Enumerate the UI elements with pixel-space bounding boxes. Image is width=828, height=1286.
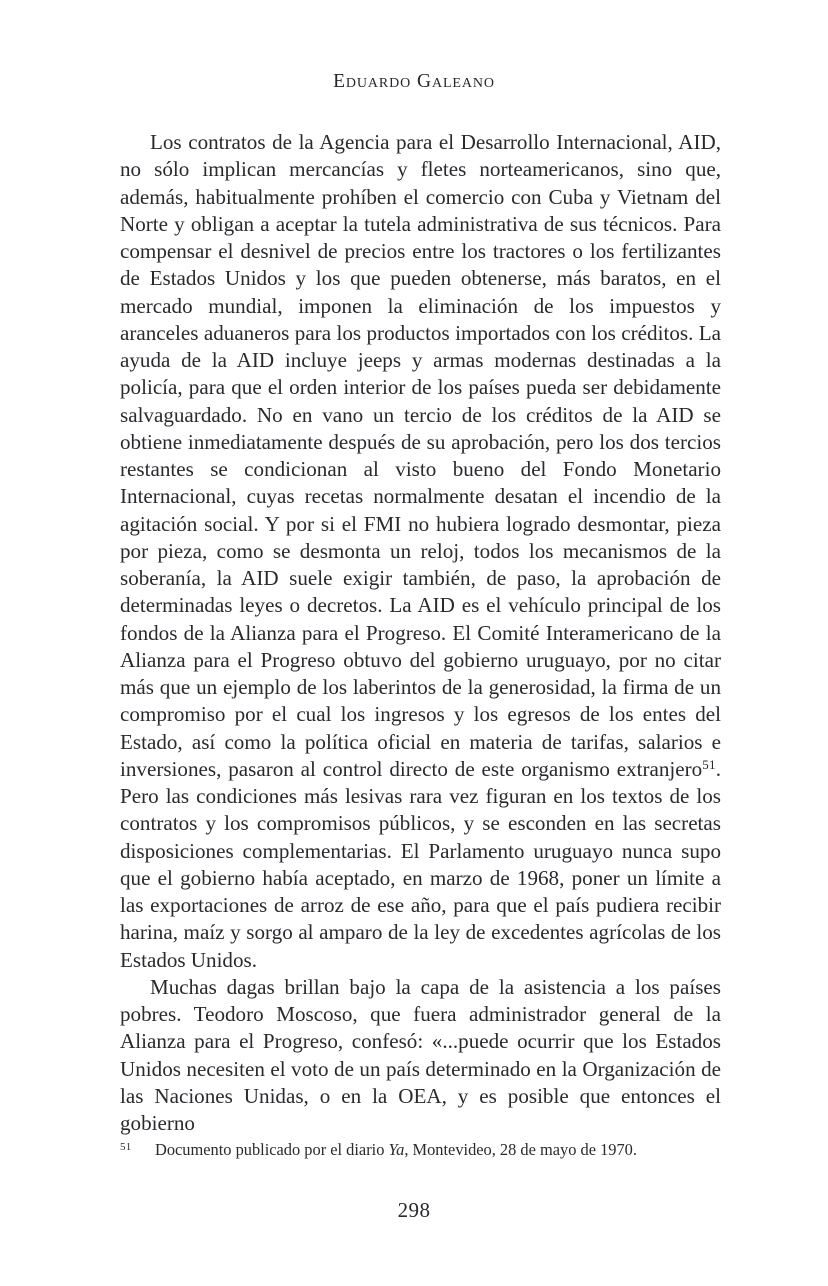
footnote-reference-51[interactable]: 51 <box>702 756 716 772</box>
page-number: 298 <box>397 1198 431 1222</box>
body-text-column <box>120 129 721 1137</box>
body-paragraph-2 <box>120 974 721 1138</box>
footnote-text-after-italic: , Montevideo, 28 de mayo de 1970. <box>404 1140 637 1159</box>
body-paragraph-1 <box>120 129 721 974</box>
footnote-area <box>120 1139 721 1161</box>
footnote-source-title: Ya <box>388 1140 405 1159</box>
footnote-51 <box>120 1139 721 1161</box>
footnote-marker: 51 <box>120 1141 132 1153</box>
paragraph-1-text-before-footnote: Los contratos de la Agencia para el Desarrollo Internacional, AID, no sólo implican mercancías y fletes norteamericanos, sino que, además, habitualmente prohíben el comercio con Cuba y Vietnam del Norte y obligan a aceptar la tutela administrativa de sus técnicos. Para compensar el desnivel de precios entre los tractores o los fertilizantes de Estados Unidos y los que pueden obtenerse, más baratos, en el mercado mundial, imponen la eliminación de los impuestos y aranceles aduaneros para los productos importados con los créditos. La ayuda de la AID incluye jeeps y armas modernas destinadas a la policía, para que el orden interior de los países pueda ser debidamente salvaguardado. No en vano un tercio de los créditos de la AID se obtiene inmediatamente después de su aprobación, pero los dos tercios restantes se condicionan al visto bueno del Fondo Monetario Internacional, cuyas recetas normalmente desatan el incendio de la agitación social. Y por si el FMI no hubiera logrado desmontar, pieza por pieza, como se desmonta un reloj, todos los mecanismos de la soberanía, la AID suele exigir también, de paso, la aprobación de determinadas leyes o decretos. La AID es el vehículo principal de los fondos de la Alianza para el Progreso. El Comité Interamericano de la Alianza para el Progreso obtuvo del gobierno uruguayo, por no citar más que un ejemplo de los laberintos de la generosidad, la firma de un compromiso por el cual los ingresos y los egresos de los entes del Estado, así como la política oficial en materia de tarifas, salarios e inversiones, pasaron al control directo de este organismo extranjero <box>120 130 721 781</box>
paragraph-1-text-after-footnote: . Pero las condiciones más lesivas rara vez figuran en los textos de los contratos y los compromisos públicos, y se esconden en las secretas disposiciones complementarias. El Parlamento uruguayo nunca supo que el gobierno había aceptado, en marzo de 1968, poner un límite a las exportaciones de arroz de ese año, para que el país pudiera recibir harina, maíz y sorgo al amparo de la ley de excedentes agrícolas de los Estados Unidos. <box>120 756 721 972</box>
footnote-text-before-italic: Documento publicado por el diario <box>155 1140 389 1159</box>
paragraph-2-text: Muchas dagas brillan bajo la capa de la asistencia a los países pobres. Teodoro Moscoso, que fuera administrador general de la Alianza para el Progreso, confesó: «...puede ocurrir que los Estados Unidos necesiten el voto de un país determinado en la Organización de las Naciones Unidas, o en la OEA, y es posible que entonces el gobierno <box>120 974 721 1135</box>
running-head: Eduardo Galeano <box>333 71 495 92</box>
